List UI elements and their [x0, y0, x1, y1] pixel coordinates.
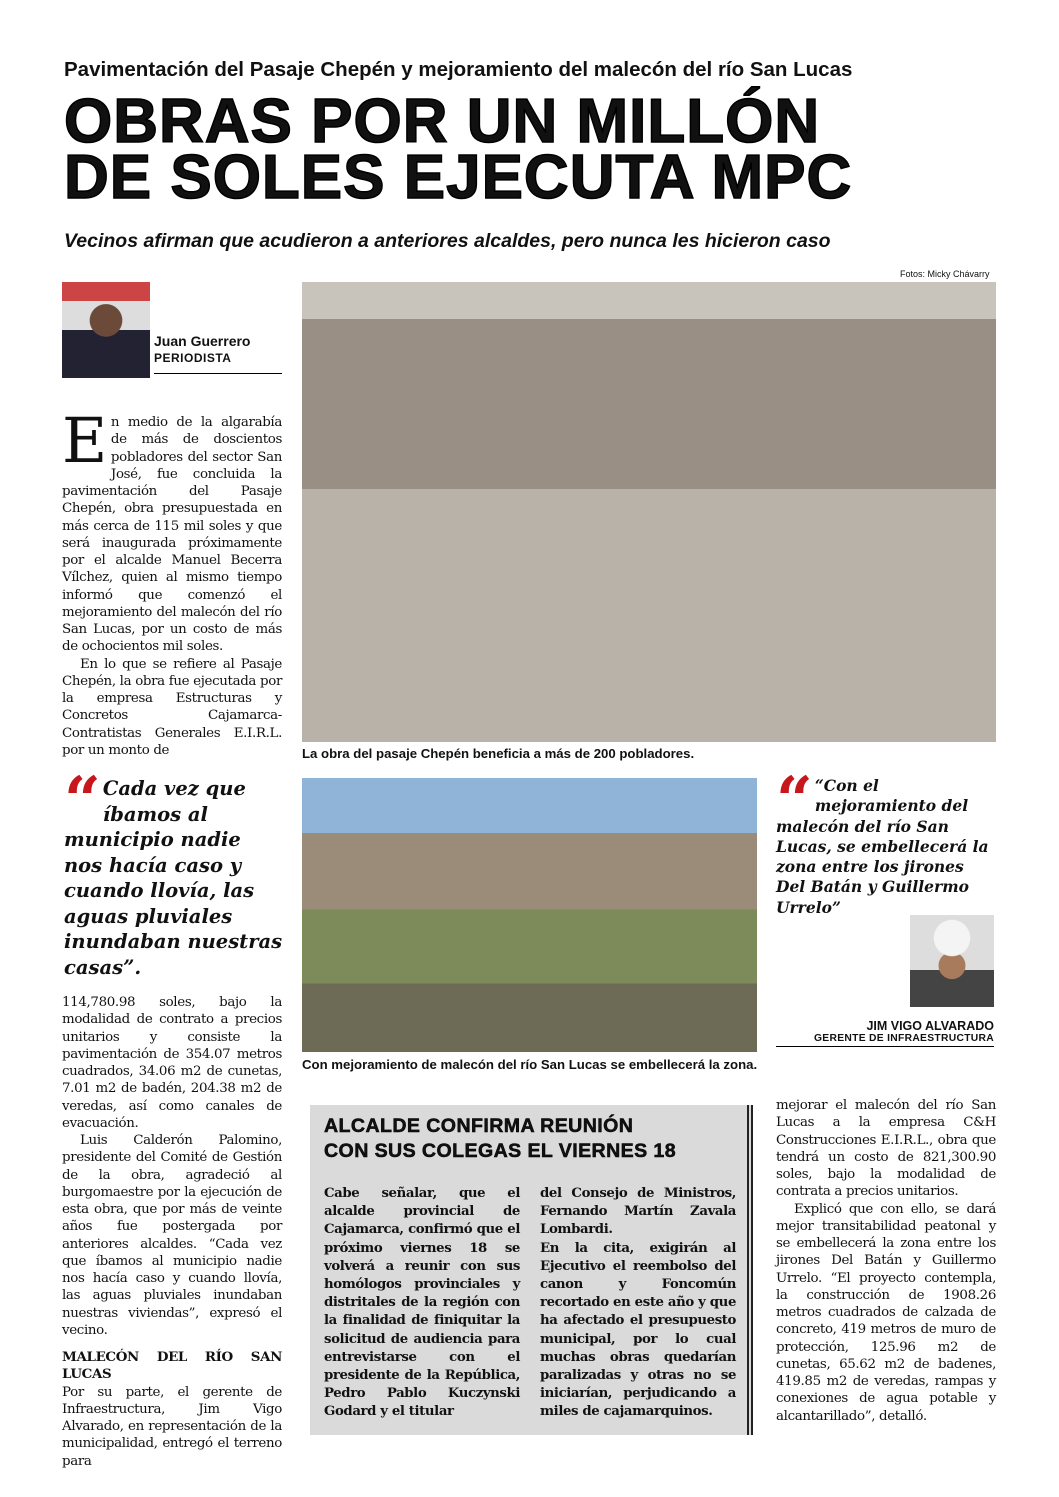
section-subhead: MALECÓN DEL RÍO SAN LUCAS [62, 1349, 282, 1383]
deck: Vecinos afirman que acudieron a anteriores alcaldes, pero nunca les hicieron caso [64, 230, 831, 252]
box-title-line-2: CON SUS COLEGAS EL VIERNES 18 [324, 1139, 677, 1162]
dropcap: E [62, 404, 107, 477]
main-photo-caption: La obra del pasaje Chepén beneficia a más de 200 pobladores. [302, 746, 695, 761]
quote-mark-icon: “ [64, 763, 101, 838]
article-column-3 [776, 1097, 996, 1425]
author-photo [62, 282, 150, 378]
sidebar-box-title [324, 1114, 676, 1163]
headline [64, 87, 853, 212]
quote-mark-icon: “ [776, 763, 813, 838]
box-title-line-1: ALCALDE CONFIRMA REUNIÓN [324, 1115, 634, 1137]
paragraph: Luis Calderón Palomino, presidente del Comité de Gestión de la obra, agradeció al burgomaestre por la ejecución de esta obra, que por más de veinte años fue postergada por anteriores alcaldes. “Cada vez que íbamos al municipio nadie nos hacía caso y cuando llovía, las aguas pluviales inundaban nuestras viviendas”, expresó el vecino. [62, 1133, 282, 1338]
headline-line-2: DE SOLES EJECUTA MPC [64, 143, 853, 212]
paragraph: 114,780.98 soles, bajo la modalidad de contrato a precios unitarios y consiste la pavimentación de 354.07 metros cuadrados, 34.06 m2 de cunetas, 7.01 m2 de badén, 204.38 m2 de veredas, así como canales de evacuación. [62, 995, 282, 1131]
paragraph: Explicó que con ello, se dará mejor transitabilidad peatonal y se embellecerá la zona entre los jirones Del Batán y Guillermo Urrelo. “El proyecto contempla, la construcción de 1908.26 metros cuadrados de calzada de concreto, 419 metros de muro de protección, 125.96 m2 de cunetas, 65.62 m2 de badenes, 419.85 m2 de veredas, rampas y conexiones de agua potable y alcantarillado”, detalló. [776, 1201, 996, 1424]
paragraph: mejorar el malecón del río San Lucas a la empresa C&H Construcciones E.I.R.L., obra que tendrá un costo de 821,300.90 soles, bajo la modalidad de contrata a precios unitarios. [776, 1098, 996, 1200]
author-name: Juan Guerrero [154, 333, 251, 349]
paragraph: Por su parte, el gerente de Infraestructura, Jim Vigo Alvarado, en representación de la municipalidad, entregó el terreno para [62, 1384, 282, 1469]
paragraph: n medio de la algarabía de más de doscientos pobladores del sector San José, fue concluida la pavimentación del Pasaje Chepén, obra presupuestada en más cerca de 115 mil soles y que será inaugurada próximamente por el alcalde Manuel Becerra Vílchez, quien al mismo tiempo informó que comenzó el mejoramiento del malecón del río San Lucas, por un costo de más de ochocientos mil soles. [62, 415, 282, 655]
quote-speaker-role: GERENTE DE INFRAESTRUCTURA [776, 1033, 994, 1047]
box-column-1: Cabe señalar, que el alcalde provincial de Cajamarca, confirmó que el próximo viernes 18 se volverá a reunir con sus homólogos provinciales y distritales de la región con la finalidad de finiquitar la solicitud de audiencia para entrevistarse con el presidente de la República, Pedro Pablo Kuczynski Godard y el titular [324, 1186, 520, 1420]
article-column-1-bottom [62, 994, 282, 1470]
river-photo [302, 778, 757, 1052]
pull-quote-2 [776, 763, 996, 918]
paragraph: En lo que se refiere al Pasaje Chepén, la obra fue ejecutada por la empresa Estructuras y Concretos Cajamarca- Contratistas Generales E.I.R.L. por un monto de [62, 656, 282, 758]
headline-line-1: OBRAS POR UN MILLÓN [64, 87, 821, 156]
box-column-2 [540, 1185, 736, 1422]
main-photo-street [302, 282, 996, 742]
river-photo-caption: Con mejoramiento de malecón del río San Lucas se embellecerá la zona. [302, 1057, 758, 1072]
divider [154, 373, 282, 374]
quote-speaker-name: JIM VIGO ALVARADO [866, 1019, 994, 1033]
article-column-1-top [62, 404, 282, 759]
quote-speaker-photo [910, 915, 994, 1007]
pull-quote-text: Cada vez que íbamos al municipio nadie nos hacía caso y cuando llovía, las aguas pluviales inundaban nuestras casas”. [64, 777, 283, 979]
paragraph: del Consejo de Ministros, Fernando Martín Zavala Lombardi. [540, 1186, 736, 1238]
pull-quote-text: “Con el mejoramiento del malecón del río San Lucas, se embellecerá la zona entre los jirones Del Batán y Guillermo Urrelo” [776, 776, 989, 917]
photo-credit: Fotos: Micky Chávarry [900, 269, 990, 279]
pull-quote-1 [64, 763, 284, 980]
paragraph: En la cita, exigirán al Ejecutivo el reembolso del canon y Foncomún recortado en este año y que ha afectado el presupuesto municipal, por lo cual muchas obras quedarían paralizadas y otras no se iniciarían, perjudicando a miles de cajamarquinos. [540, 1240, 736, 1420]
kicker: Pavimentación del Pasaje Chepén y mejoramiento del malecón del río San Lucas [64, 58, 853, 81]
author-role: PERIODISTA [154, 351, 232, 365]
